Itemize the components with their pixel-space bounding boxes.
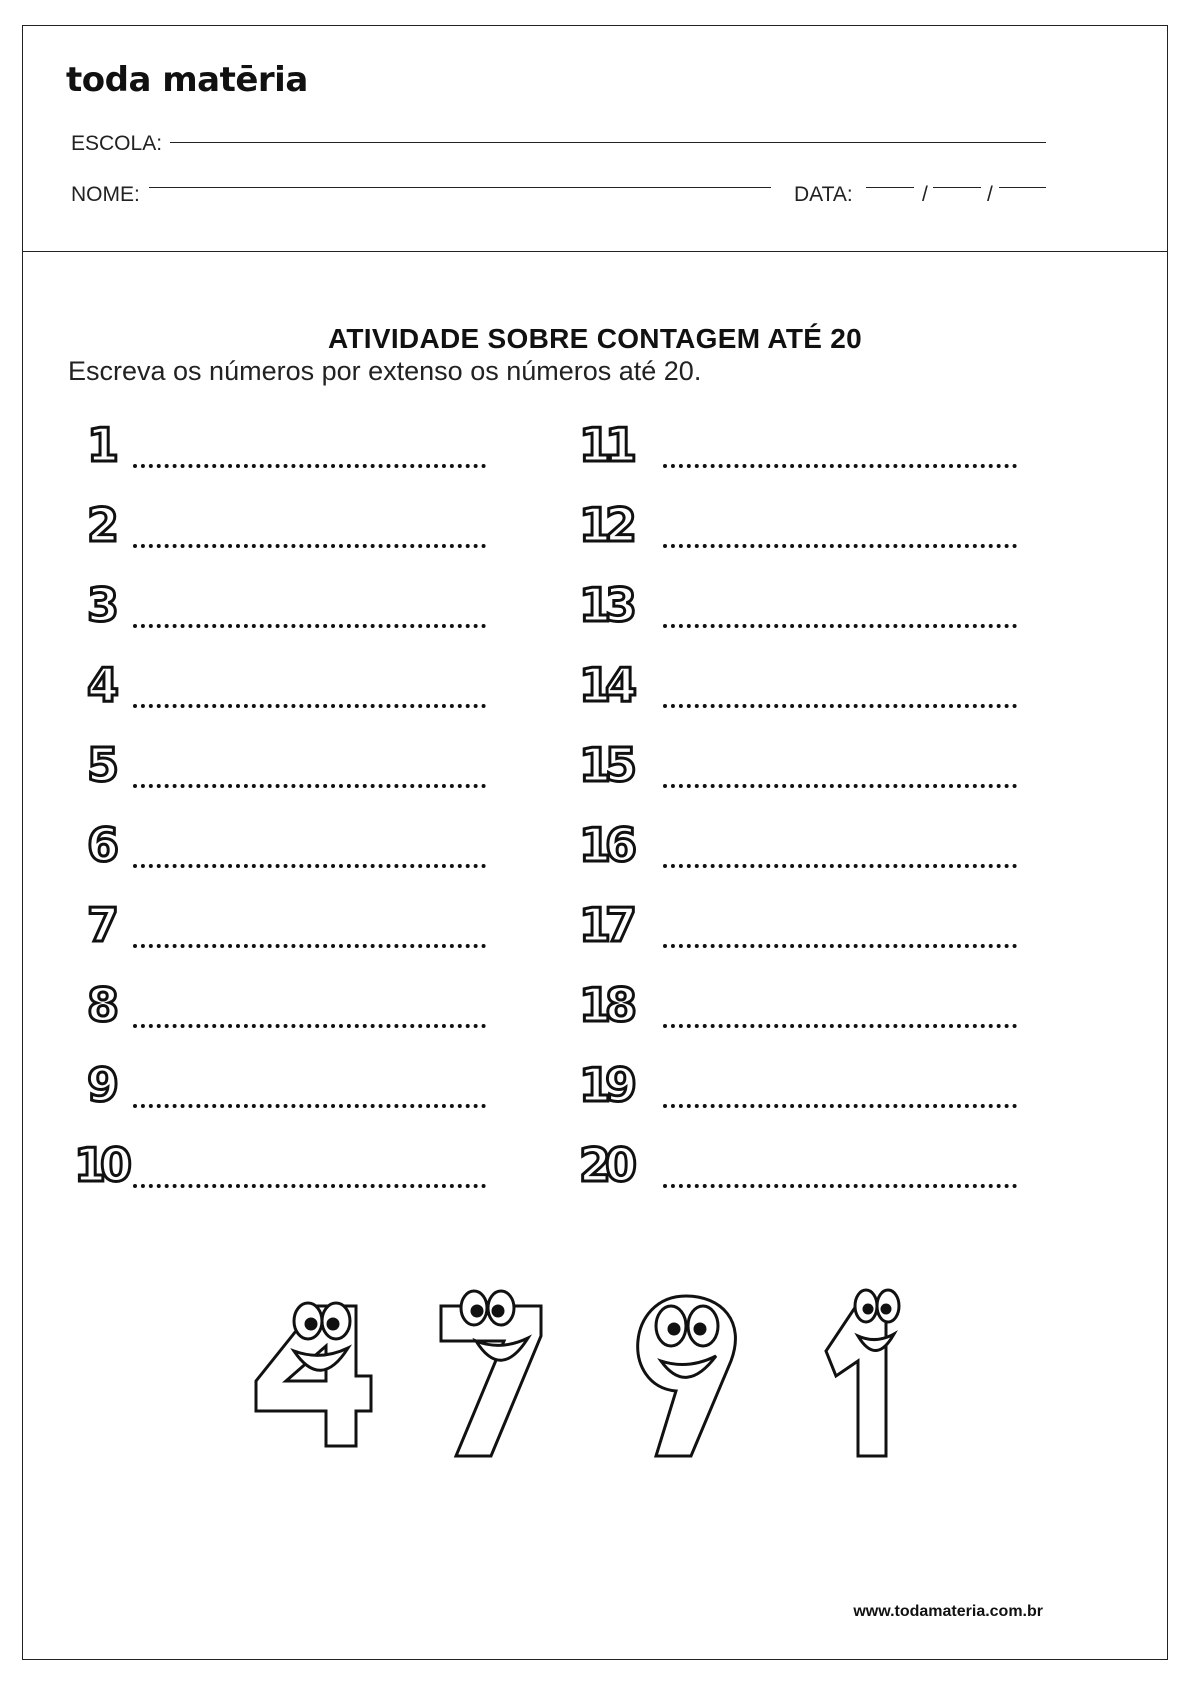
write-in-line[interactable] <box>663 864 1017 868</box>
number-label: 20 <box>578 1138 631 1192</box>
number-label: 13 <box>578 578 631 632</box>
number-label: 17 <box>578 898 631 952</box>
number-label: 1 <box>86 418 113 472</box>
number-row <box>23 416 1167 486</box>
brand-logo: toda matēria <box>66 60 308 100</box>
number-label: 10 <box>73 1138 126 1192</box>
number-row <box>23 656 1167 726</box>
number-row <box>23 1136 1167 1206</box>
date-day-field[interactable] <box>866 187 914 188</box>
number-label: 14 <box>578 658 631 712</box>
school-label: ESCOLA: <box>71 132 163 155</box>
write-in-line[interactable] <box>663 1024 1017 1028</box>
write-in-line[interactable] <box>663 624 1017 628</box>
number-row <box>23 1056 1167 1126</box>
number-row <box>23 576 1167 646</box>
cartoon-seven-icon <box>441 1291 541 1456</box>
date-year-field[interactable] <box>999 187 1046 188</box>
number-label: 11 <box>578 418 631 472</box>
number-label: 6 <box>86 818 113 872</box>
number-row <box>23 736 1167 806</box>
cartoon-one-icon <box>826 1290 899 1456</box>
number-label: 4 <box>86 658 113 712</box>
number-row <box>23 816 1167 886</box>
number-row <box>23 976 1167 1046</box>
number-label: 9 <box>86 1058 113 1112</box>
cartoon-four-icon <box>256 1303 371 1446</box>
write-in-line[interactable] <box>663 1104 1017 1108</box>
date-separator: / <box>987 183 993 206</box>
write-in-line[interactable] <box>663 464 1017 468</box>
number-label: 3 <box>86 578 113 632</box>
name-field[interactable] <box>149 187 771 188</box>
write-in-line[interactable] <box>663 544 1017 548</box>
worksheet-page <box>22 25 1168 1660</box>
number-label: 2 <box>86 498 113 552</box>
write-in-line[interactable] <box>663 944 1017 948</box>
number-label: 8 <box>86 978 113 1032</box>
name-label: NOME: <box>71 183 140 206</box>
write-in-line[interactable] <box>663 784 1017 788</box>
date-month-field[interactable] <box>933 187 981 188</box>
cartoon-numbers-illustration <box>246 1266 966 1486</box>
number-label: 12 <box>578 498 631 552</box>
number-label: 16 <box>578 818 631 872</box>
number-label: 18 <box>578 978 631 1032</box>
header-section <box>23 26 1167 252</box>
cartoon-nine-icon <box>638 1296 736 1456</box>
activity-title: ATIVIDADE SOBRE CONTAGEM ATÉ 20 <box>327 323 863 354</box>
number-label: 15 <box>578 738 631 792</box>
date-separator: / <box>922 183 928 206</box>
instruction-text: Escreva os números por extenso os números até 20. <box>68 356 702 386</box>
number-row <box>23 896 1167 966</box>
number-label: 7 <box>86 898 113 952</box>
school-field[interactable] <box>170 142 1046 143</box>
footer-website-link[interactable]: www.todamateria.com.br <box>853 1603 1043 1620</box>
write-in-line[interactable] <box>663 1184 1017 1188</box>
number-row <box>23 496 1167 566</box>
number-label: 19 <box>578 1058 631 1112</box>
date-label: DATA: <box>794 183 853 206</box>
write-in-line[interactable] <box>663 704 1017 708</box>
number-label: 5 <box>86 738 113 792</box>
